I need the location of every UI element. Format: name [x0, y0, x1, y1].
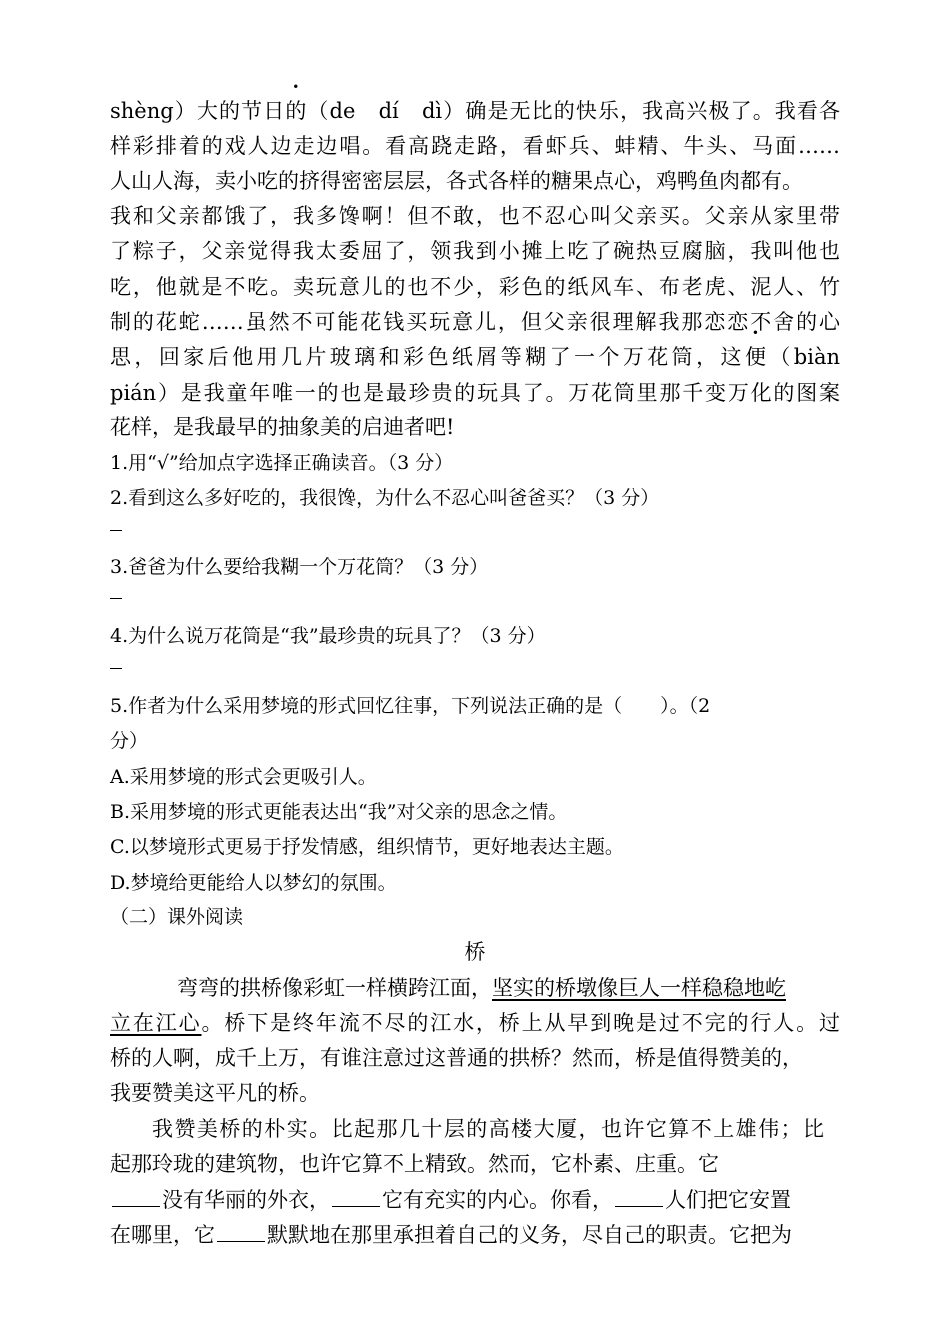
passage-line-5: 了粽子，父亲觉得我太委屈了，领我到小摊上吃了碗热豆腐脑，我叫他也 — [110, 239, 840, 263]
question-4: 4.为什么说万花筒是“我”最珍贵的玩具了？（3 分） — [110, 625, 546, 647]
dotted-char: 的 — [285, 99, 307, 123]
article-p1-line-2: 立在江心。桥下是终年流不尽的江水，桥上从早到晚是过不完的行人。过 — [110, 1011, 840, 1035]
question-1: 1.用“√”给加点字选择正确读音。（3 分） — [110, 452, 454, 474]
fill-blank-2[interactable] — [332, 1188, 380, 1207]
passage-line-6: 吃，他就是不吃。卖玩意儿的也不少，彩色的纸风车、布老虎、泥人、竹 — [110, 275, 840, 299]
question-5-cont: 分） — [110, 730, 149, 752]
dotted-char: 便 — [744, 345, 766, 369]
article-title: 桥 — [464, 940, 486, 964]
option-a[interactable]: A.采用梦境的形式会更吸引人。 — [110, 766, 377, 788]
section-heading: （二）课外阅读 — [110, 906, 244, 928]
underlined-sentence-cont: 立在江心 — [110, 1011, 202, 1035]
option-d[interactable]: D.梦境给更能给人以梦幻的氛围。 — [110, 872, 397, 894]
passage-line-2: 样彩排着的戏人边走边唱。看高跷走路，看虾兵、蚌精、牛头、马面…… — [110, 134, 840, 158]
article-p2-line-4: 在哪里，它 默默地在那里承担着自己的义务，尽自己的职责。它把为 — [110, 1223, 792, 1247]
answer-line-3[interactable] — [110, 598, 122, 599]
passage-line-9: pián）是我童年唯一的也是最珍贵的玩具了。万花筒里那千变万化的图案 — [110, 381, 840, 405]
article-p2-line-2: 起那玲珑的建筑物，也许它算不上精致。然而，它朴素、庄重。它 — [110, 1152, 719, 1176]
passage-line-7: 制的花蛇……虽然不可能花钱买玩意儿，但父亲很理解我那恋恋不舍的心 — [110, 310, 840, 334]
answer-line-4[interactable] — [110, 668, 122, 669]
passage-line-10: 花样，是我最早的抽象美的启迪者吧! — [110, 415, 455, 439]
article-p2-line-1: 我赞美桥的朴实。比起那几十层的高楼大厦，也许它算不上雄伟；比 — [152, 1117, 824, 1141]
question-3: 3.爸爸为什么要给我糊一个万花筒？（3 分） — [110, 556, 489, 578]
article-p1-line-3: 桥的人啊，成千上万，有谁注意过这普通的拱桥？然而，桥是值得赞美的， — [110, 1046, 803, 1070]
option-c[interactable]: C.以梦境形式更易于抒发情感，组织情节，更好地表达主题。 — [110, 836, 624, 858]
article-p2-line-3: 没有华丽的外衣， 它有充实的内心。你看， 人们把它安置 — [110, 1185, 791, 1215]
fill-blank-4[interactable] — [217, 1223, 265, 1242]
passage-line-8: 思，回家后他用几片玻璃和彩色纸屑等糊了一个万花筒，这便（biàn — [110, 342, 840, 372]
passage-line-4: 我和父亲都饿了，我多馋啊！但不敢，也不忍心叫父亲买。父亲从家里带 — [110, 204, 840, 228]
question-2: 2.看到这么多好吃的，我很馋，为什么不忍心叫爸爸买？（3 分） — [110, 487, 660, 509]
passage-line-1: shèng）大的节日的（de dí dì）确是无比的快乐，我高兴极了。我看各 — [110, 96, 840, 126]
article-p1-line-4: 我要赞美这平凡的桥。 — [110, 1081, 320, 1105]
question-5: 5.作者为什么采用梦境的形式回忆往事，下列说法正确的是（ ）。（2 — [110, 695, 711, 717]
answer-line-2[interactable] — [110, 530, 122, 531]
passage-line-3: 人山人海，卖小吃的挤得密密层层，各式各样的糖果点心，鸡鸭鱼肉都有。 — [110, 169, 803, 193]
underlined-sentence: 坚实的桥墩像巨人一样稳稳地屹 — [492, 976, 786, 1000]
fill-blank-1[interactable] — [112, 1188, 160, 1207]
article-p1-line-1: 弯弯的拱桥像彩虹一样横跨江面，坚实的桥墩像巨人一样稳稳地屹 — [177, 976, 786, 1000]
option-b[interactable]: B.采用梦境的形式更能表达出“我”对父亲的思念之情。 — [110, 801, 568, 823]
fill-blank-3[interactable] — [615, 1188, 663, 1207]
